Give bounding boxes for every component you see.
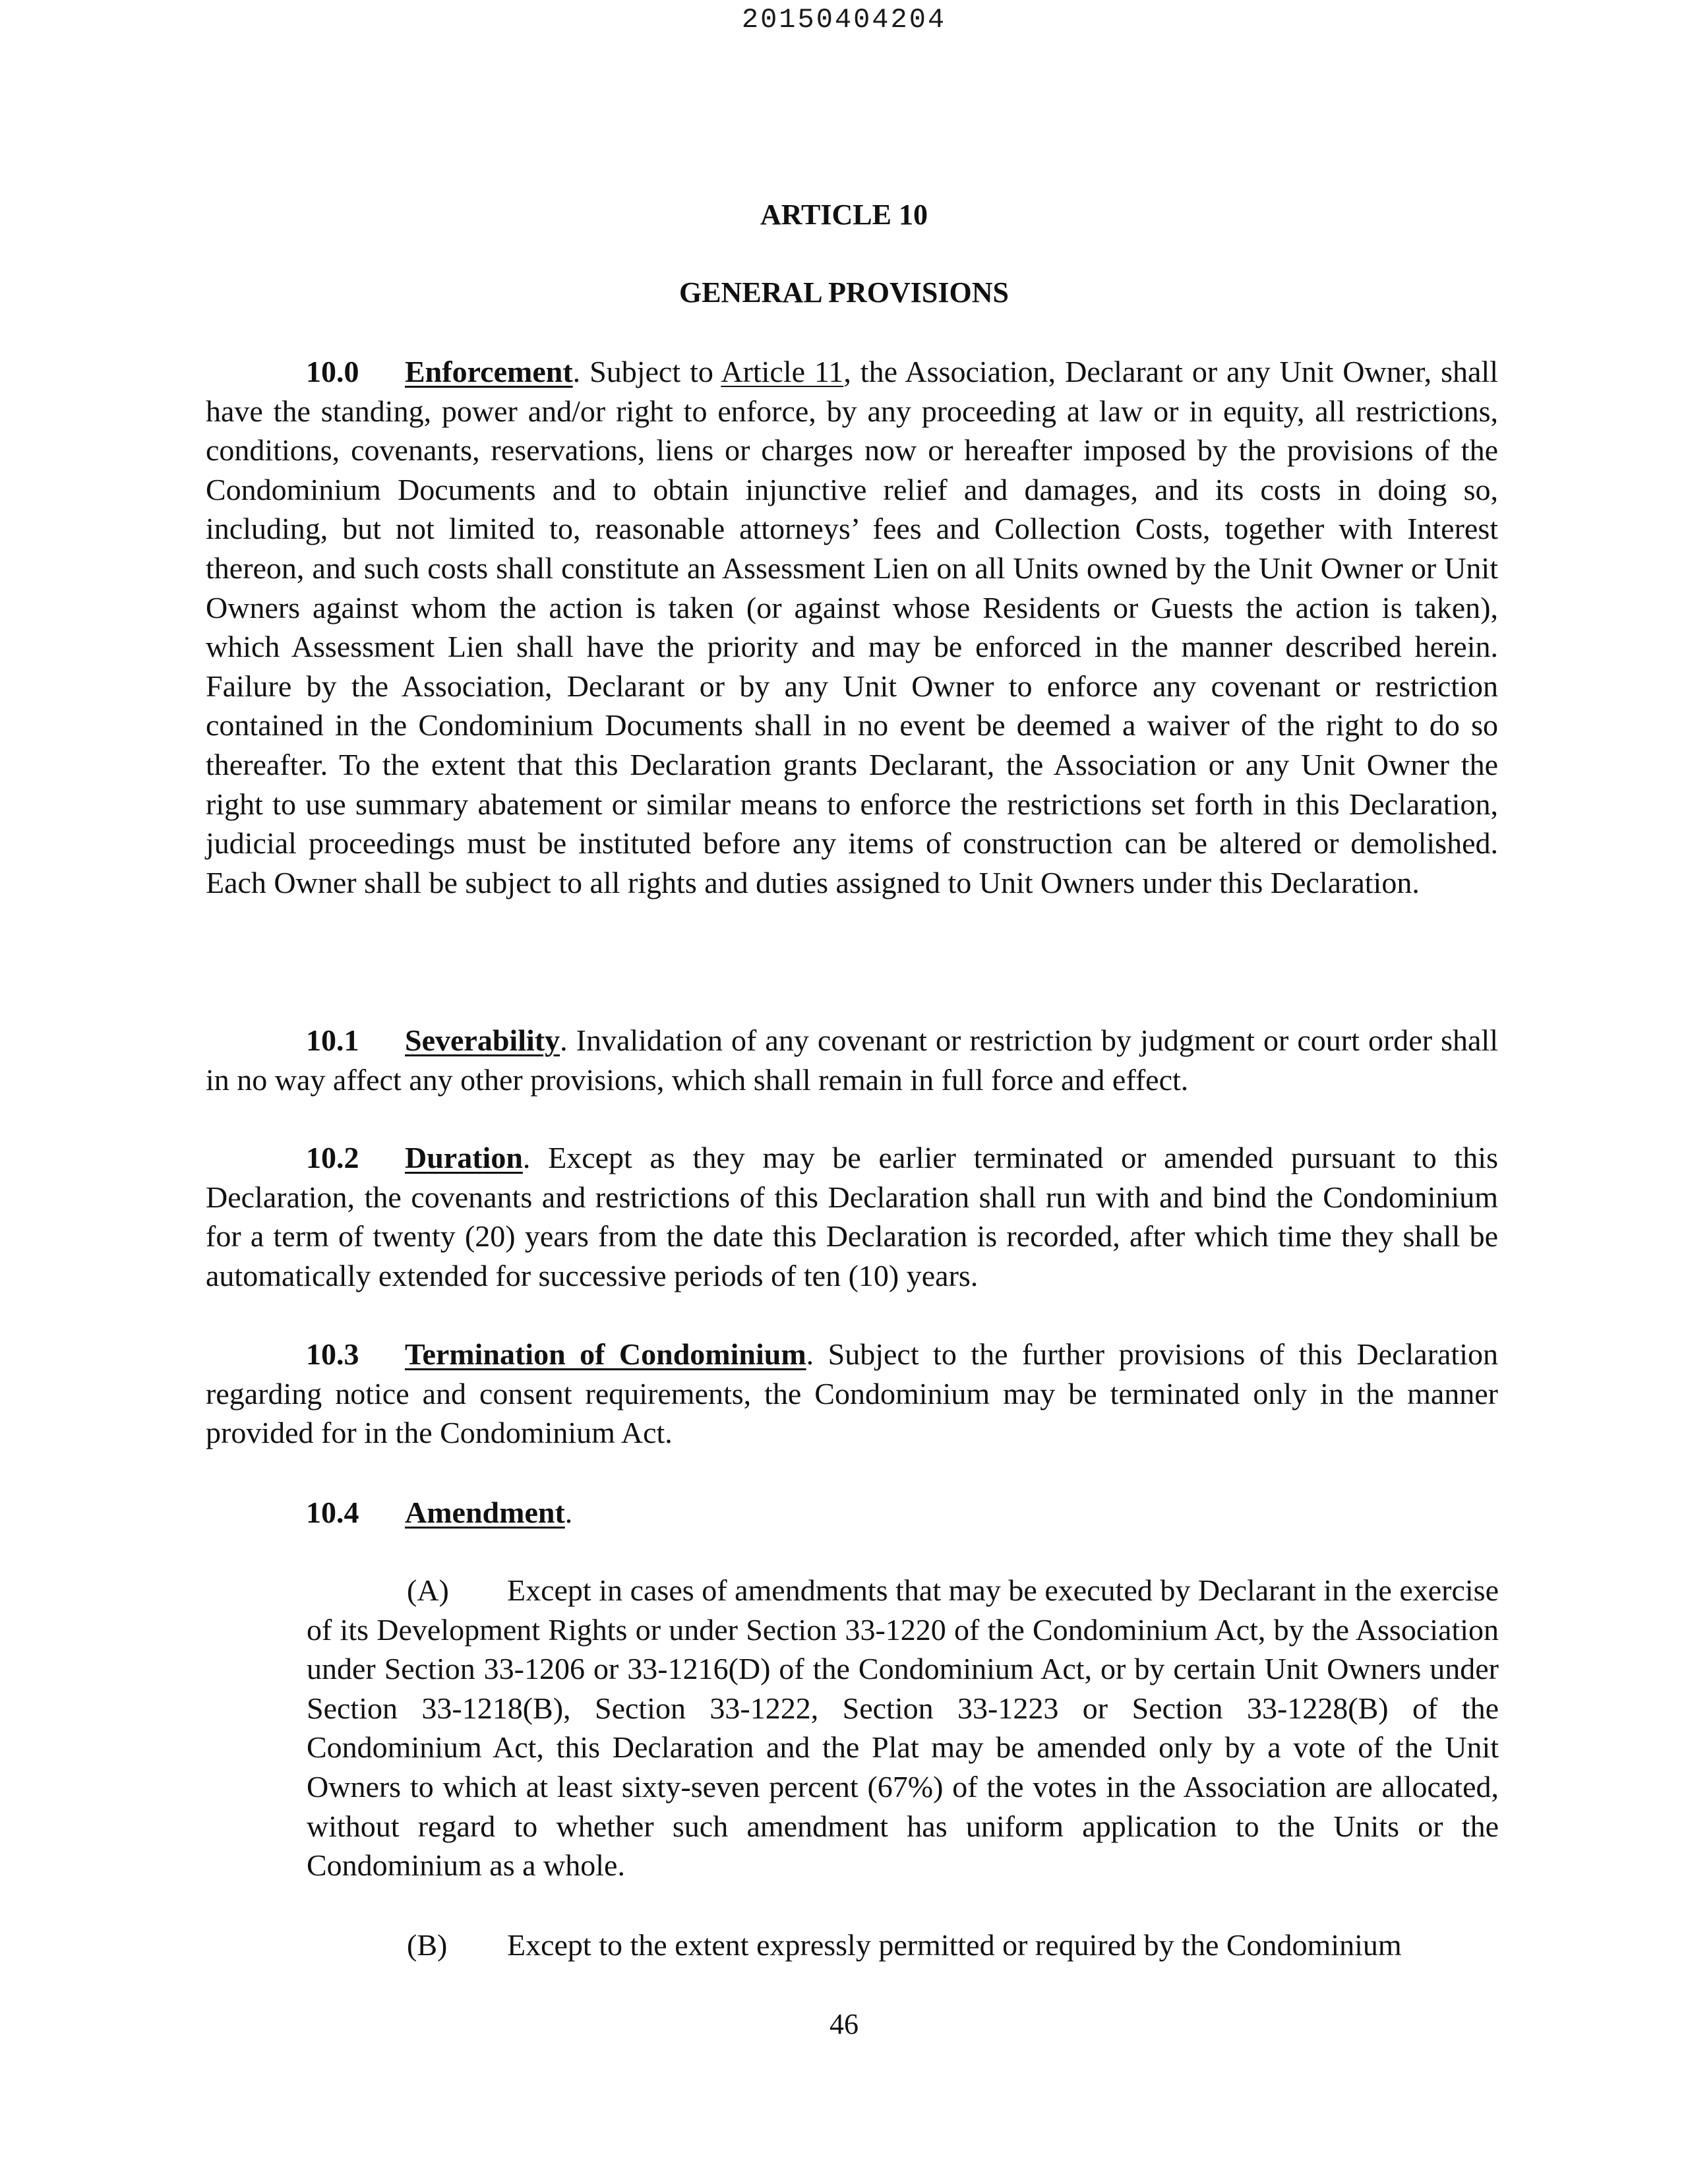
subsection-a-paragraph bbox=[307, 1571, 1499, 1885]
section-10-2-paragraph bbox=[206, 1138, 1498, 1295]
section-text: , the Association, Declarant or any Unit Owner, shall have the standing, power and/or right to enforce, by any proceeding at law or in equity, all restrictions, conditions, covenants, reservations, liens or charges now or hereafter imposed by the provisions of the Condominium Documents and to obtain injunctive relief and damages, and its costs in doing so, including, but not limited to, reasonable attorneys’ fees and Collection Costs, together with Interest thereon, and such costs shall constitute an Assessment Lien on all Units owned by the Unit Owner or Unit Owners against whom the action is taken (or against whose Residents or Guests the action is taken), which Assessment Lien shall have the priority and may be enforced in the manner described herein. Failure by the Association, Declarant or by any Unit Owner to enforce any covenant or restriction contained in the Condominium Documents shall in no event be deemed a waiver of the right to do so thereafter. To the extent that this Declaration grants Declarant, the Association or any Unit Owner the right to use summary abatement or similar means to enforce the restrictions set forth in this Declaration, judicial proceedings must be instituted before any items of construction can be altered or demolished. Each Owner shall be subject to all rights and duties assigned to Unit Owners under this Declaration. bbox=[206, 355, 1498, 899]
subsection-b-paragraph bbox=[307, 1926, 1499, 1965]
subsection-text: Except in cases of amendments that may be executed by Declarant in the exercise of its Development Rights or under Section 33-1220 of the Condominium Act, by the Association under Section 33-1206 or 33-1216(D) of the Condominium Act, or by certain Unit Owners under Section 33-1218(B), Section 33-1222, Section 33-1223 or Section 33-1228(B) of the Condominium Act, this Declaration and the Plat may be amended only by a vote of the Unit Owners to which at least sixty-seven percent (67%) of the votes in the Association are allocated, without regard to whether such amendment has uniform application to the Units or the Condominium as a whole. bbox=[307, 1573, 1499, 1883]
section-text: . Invalidation of any covenant or restriction by judgment or court order shall in no way affect any other provisions, which shall remain in full force and effect. bbox=[206, 1023, 1498, 1097]
section-text: . Except as they may be earlier terminated or amended pursuant to this Declaration, the covenants and restrictions of this Declaration shall run with and bind the Condominium for a term of twenty (20) years from the date this Declaration is recorded, after which time they shall be automatically extended for successive periods of ten (10) years. bbox=[206, 1141, 1498, 1292]
section-text: . Subject to bbox=[572, 355, 721, 388]
section-title: Duration bbox=[405, 1141, 523, 1174]
section-title: Enforcement bbox=[405, 355, 573, 388]
section-number: 10.2 bbox=[306, 1141, 359, 1174]
section-text: . bbox=[564, 1496, 573, 1529]
section-10-4-heading bbox=[206, 1493, 1498, 1532]
page-number: 46 bbox=[829, 2008, 859, 2040]
section-title: Severability bbox=[405, 1023, 560, 1057]
section-10-0-paragraph bbox=[206, 352, 1498, 902]
section-10-3-paragraph bbox=[206, 1335, 1498, 1453]
section-number: 10.4 bbox=[306, 1496, 359, 1529]
section-number: 10.0 bbox=[306, 355, 359, 388]
article-title: ARTICLE 10 bbox=[760, 198, 928, 231]
recording-number: 20150404204 bbox=[741, 4, 947, 36]
subsection-label: (A) bbox=[407, 1573, 449, 1607]
section-number: 10.1 bbox=[306, 1023, 359, 1057]
section-text: . Subject to the further provisions of this Declaration regarding notice and consent requirements, the Condominium may be terminated only in the manner provided for in the Condominium Act. bbox=[206, 1337, 1498, 1450]
section-title: Amendment bbox=[405, 1496, 565, 1529]
article-reference: Article 11 bbox=[721, 355, 844, 388]
subsection-text: Except to the extent expressly permitted or required by the Condominium bbox=[507, 1928, 1402, 1962]
section-10-1-paragraph bbox=[206, 1021, 1498, 1099]
section-number: 10.3 bbox=[306, 1337, 359, 1371]
article-subtitle: GENERAL PROVISIONS bbox=[678, 276, 1009, 309]
subsection-label: (B) bbox=[407, 1928, 448, 1962]
section-title: Termination of Condominium bbox=[405, 1337, 806, 1371]
